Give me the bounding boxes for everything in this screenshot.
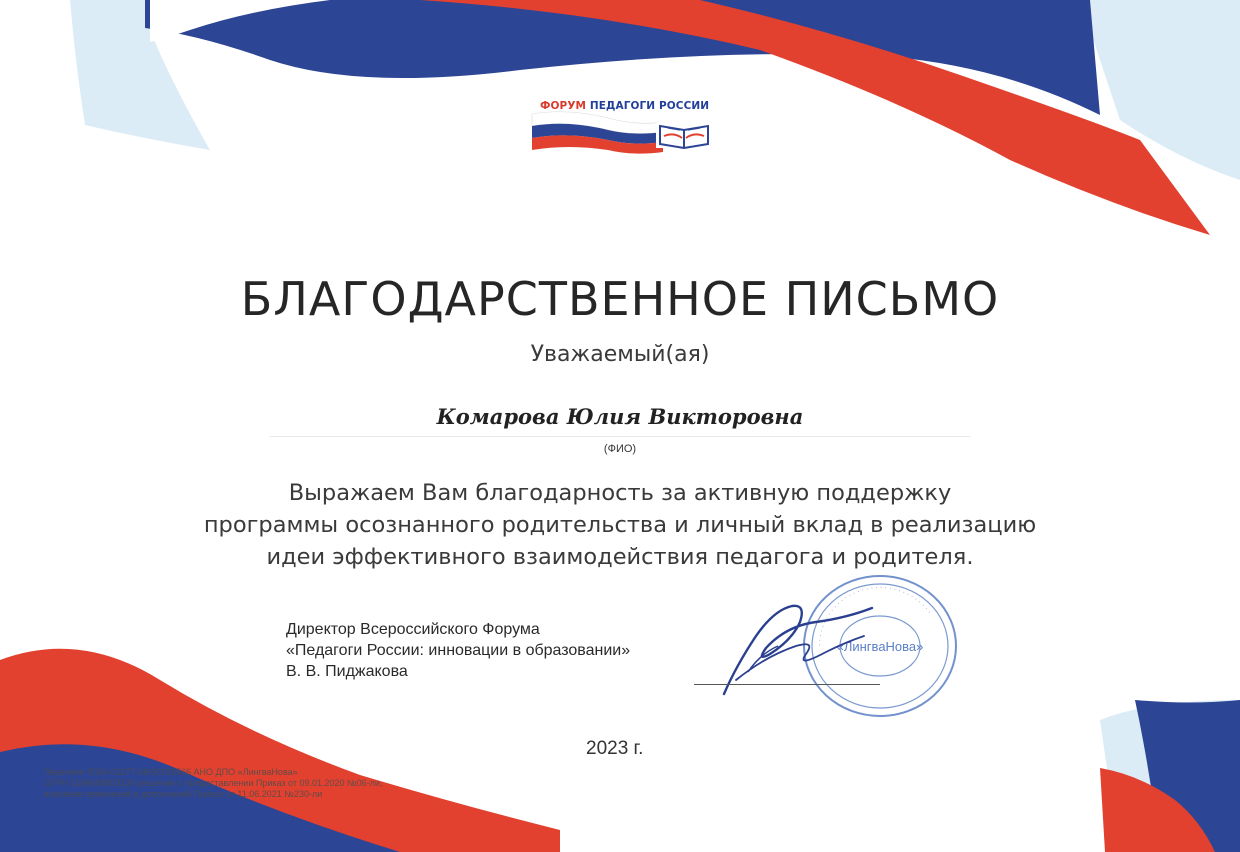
signature xyxy=(696,596,886,706)
signer-name: В. В. Пиджакова xyxy=(286,663,408,680)
logo-word-forum: ФОРУМ xyxy=(540,100,587,112)
body-line: программы осознанного родительства и личный вклад в реализацию xyxy=(203,512,1037,538)
license-info xyxy=(44,767,514,800)
body-line: Выражаем Вам благодарность за активную поддержку xyxy=(288,480,952,506)
signature-line xyxy=(694,684,880,685)
svg-text:· · · · · · · · · · · · · · ·: · · · · · · · · · · · · · · · · · · · · · · · · · · · · · · · · · xyxy=(815,583,933,647)
recipient-name: Комарова Юлия Викторовна xyxy=(436,404,804,429)
greeting: Уважаемый(ая) xyxy=(530,342,710,367)
letter-year: 2023 г. xyxy=(586,738,644,759)
body-line: идеи эффективного взаимодействия педагога и родителя. xyxy=(266,544,974,570)
letter-body xyxy=(100,477,1140,573)
license-line: Лицензия Л034-01277-66/00193566 АНО ДПО «ЛингваНова» xyxy=(44,767,298,777)
signer-position: Директор Всероссийского Форума xyxy=(286,621,540,638)
name-underline xyxy=(270,436,970,437)
signer-block xyxy=(286,619,630,682)
logo-word-pedagogi: ПЕДАГОГИ РОССИИ xyxy=(589,100,710,112)
logo-title xyxy=(540,100,720,112)
stamp-center-text: «ЛингваНова» xyxy=(836,639,924,654)
license-line: ОГРН 1196658003126 решение о предоставлении Приказ от 09.01.2020 №06-ли, xyxy=(44,778,383,788)
license-line: внесение изменений и дополнений Приказ от 11.06.2021 №230-ли xyxy=(44,789,323,799)
signer-organization: «Педагоги России: инновации в образовании» xyxy=(286,642,631,659)
fio-hint: (ФИО) xyxy=(603,443,637,455)
letter-title: БЛАГОДАРСТВЕННОЕ ПИСЬМО xyxy=(240,272,1000,326)
book-icon xyxy=(656,116,714,148)
